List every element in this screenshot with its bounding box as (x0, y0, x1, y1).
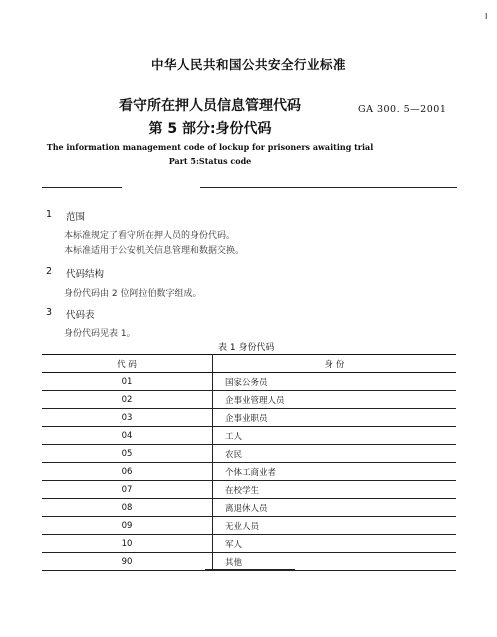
status-cell: 个体工商业者 (213, 463, 457, 481)
code-cell: 02 (42, 391, 213, 409)
code-cell: 03 (42, 409, 213, 427)
standard-series-title: 中华人民共和国公共安全行业标准 (150, 57, 346, 72)
section-2-para-1: 身份代码由 2 位阿拉伯数字组成。 (64, 289, 202, 299)
status-cell: 其他 (213, 553, 457, 571)
status-cell: 企事业职员 (213, 409, 457, 427)
code-cell: 07 (42, 481, 213, 499)
column-header-status: 身 份 (213, 355, 457, 373)
section-1-number: 1 (46, 209, 53, 220)
table-row (42, 535, 456, 553)
code-cell: 04 (42, 427, 213, 445)
status-cell: 农民 (213, 445, 457, 463)
code-cell: 06 (42, 463, 213, 481)
table-row (42, 445, 456, 463)
code-cell: 08 (42, 499, 213, 517)
table-header-row (42, 355, 456, 373)
code-cell: 05 (42, 445, 213, 463)
status-cell: 工人 (213, 427, 457, 445)
table-row (42, 553, 456, 571)
section-3-para-1: 身份代码见表 1。 (64, 329, 136, 339)
code-cell: 09 (42, 517, 213, 535)
header-rule-right (200, 187, 457, 188)
status-cell: 离退休人员 (213, 499, 457, 517)
corner-mark: I (485, 12, 488, 21)
english-title: The information management code of lockup for prisoners awaiting trial (46, 142, 374, 152)
table-row (42, 373, 456, 391)
code-cell: 01 (42, 373, 213, 391)
status-cell: 国家公务员 (213, 373, 457, 391)
code-cell: 90 (42, 553, 213, 571)
table-row (42, 391, 456, 409)
end-rule (205, 569, 295, 570)
table-row (42, 463, 456, 481)
table-row (42, 517, 456, 535)
section-1-heading: 范围 (66, 212, 86, 223)
status-cell: 企事业管理人员 (213, 391, 457, 409)
standard-number: GA 300. 5—2001 (358, 104, 447, 115)
section-3-number: 3 (46, 307, 53, 318)
table-row (42, 409, 456, 427)
section-1-para-2: 本标准适用于公安机关信息管理和数据交换。 (64, 246, 245, 256)
english-subtitle: Part 5:Status code (168, 156, 252, 166)
document-title: 看守所在押人员信息管理代码 (119, 98, 301, 114)
column-header-code: 代 码 (42, 355, 213, 373)
section-2-number: 2 (46, 266, 53, 277)
status-cell: 无业人员 (213, 517, 457, 535)
status-cell: 在校学生 (213, 481, 457, 499)
table-row (42, 427, 456, 445)
document-subtitle: 第 5 部分:身份代码 (148, 121, 272, 137)
status-cell: 军人 (213, 535, 457, 553)
section-1-para-1: 本标准规定了看守所在押人员的身份代码。 (64, 231, 236, 241)
table-caption: 表 1 身份代码 (218, 343, 275, 353)
header-rule-left (42, 187, 122, 188)
table-row (42, 499, 456, 517)
code-cell: 10 (42, 535, 213, 553)
status-code-table (42, 354, 456, 571)
section-2-heading: 代码结构 (66, 269, 105, 280)
section-3-heading: 代码表 (66, 310, 95, 321)
table-row (42, 481, 456, 499)
